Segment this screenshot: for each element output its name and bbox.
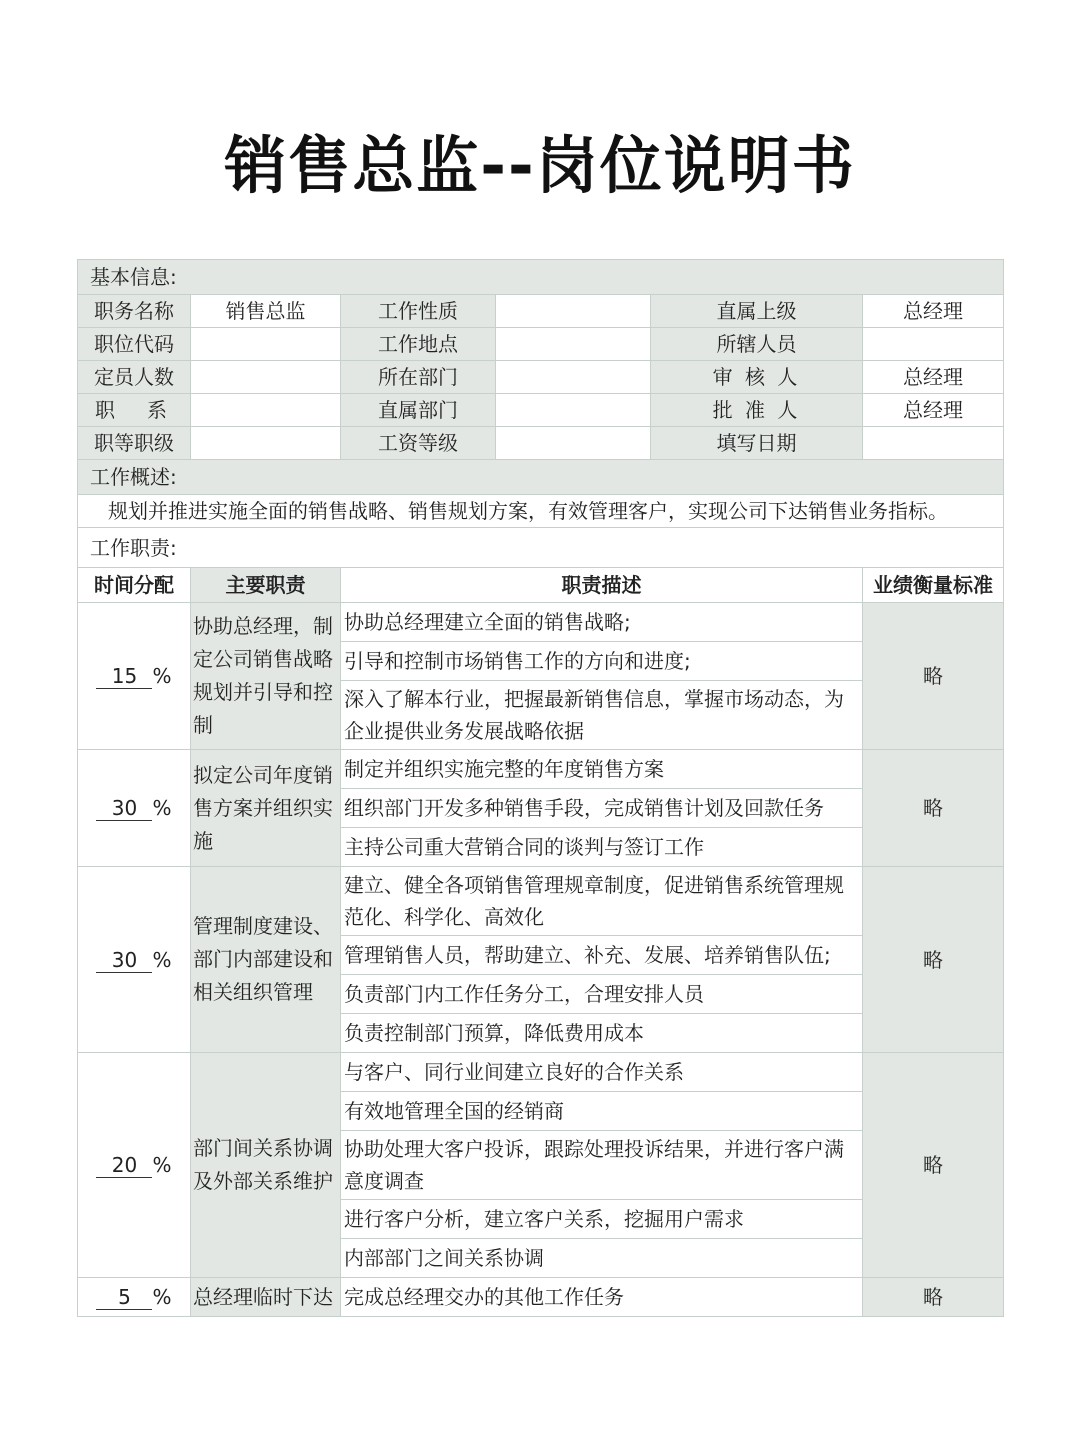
duty-description: 负责控制部门预算，降低费用成本 [341, 1014, 863, 1053]
main-duty: 协助总经理，制定公司销售战略规划并引导和控制 [191, 603, 341, 750]
duty-description: 有效地管理全国的经销商 [341, 1092, 863, 1131]
duty-description: 内部部门之间关系协调 [341, 1239, 863, 1278]
basic-info-row [78, 394, 1004, 427]
main-duty: 拟定公司年度销售方案并组织实施 [191, 750, 341, 867]
field-label: 直属部门 [341, 394, 496, 427]
field-value [496, 361, 651, 394]
field-label: 职 系 [78, 394, 191, 427]
duties-label: 工作职责: [78, 528, 1004, 568]
column-header: 时间分配 [78, 568, 191, 603]
duties-header-row [78, 568, 1004, 603]
basic-info-row [78, 328, 1004, 361]
field-label: 工作地点 [341, 328, 496, 361]
performance-standard: 略 [863, 603, 1004, 750]
basic-info-row [78, 361, 1004, 394]
basic-info-section-row [78, 260, 1004, 295]
main-duty: 总经理临时下达 [191, 1278, 341, 1317]
table-body [78, 260, 1004, 1317]
field-label: 审 核 人 [651, 361, 863, 394]
percent-sign: % [152, 1285, 172, 1309]
duty-row [78, 750, 1004, 789]
duty-row [78, 1053, 1004, 1092]
column-header: 主要职责 [191, 568, 341, 603]
performance-standard: 略 [863, 867, 1004, 1053]
basic-info-row [78, 295, 1004, 328]
duty-description: 管理销售人员，帮助建立、补充、发展、培养销售队伍; [341, 936, 863, 975]
duty-description: 引导和控制市场销售工作的方向和进度; [341, 642, 863, 681]
summary-section-row [78, 460, 1004, 495]
field-label: 工资等级 [341, 427, 496, 460]
field-value: 总经理 [863, 394, 1004, 427]
percent-sign: % [152, 1153, 172, 1177]
field-value: 总经理 [863, 295, 1004, 328]
performance-standard: 略 [863, 750, 1004, 867]
field-value [863, 427, 1004, 460]
field-value [496, 295, 651, 328]
field-value [496, 328, 651, 361]
duties-section-row [78, 528, 1004, 568]
time-allocation [78, 603, 191, 750]
time-allocation-value: 5 [96, 1285, 152, 1310]
time-allocation [78, 1053, 191, 1278]
summary-label: 工作概述: [78, 460, 1004, 495]
time-allocation-value: 20 [96, 1153, 152, 1178]
field-label: 填写日期 [651, 427, 863, 460]
field-value [191, 328, 341, 361]
basic-info-row [78, 427, 1004, 460]
field-value [191, 427, 341, 460]
duty-description: 负责部门内工作任务分工，合理安排人员 [341, 975, 863, 1014]
job-description-table [77, 259, 1004, 1317]
field-label: 直属上级 [651, 295, 863, 328]
time-allocation [78, 867, 191, 1053]
field-value: 总经理 [863, 361, 1004, 394]
basic-info-label: 基本信息: [78, 260, 1004, 295]
field-value [191, 361, 341, 394]
duty-description: 协助总经理建立全面的销售战略; [341, 603, 863, 642]
percent-sign: % [152, 947, 172, 972]
field-value [191, 394, 341, 427]
duty-description: 制定并组织实施完整的年度销售方案 [341, 750, 863, 789]
summary-text: 规划并推进实施全面的销售战略、销售规划方案，有效管理客户，实现公司下达销售业务指标。 [78, 495, 1004, 528]
time-allocation-value: 30 [96, 796, 152, 821]
field-label: 所在部门 [341, 361, 496, 394]
field-value [863, 328, 1004, 361]
time-allocation-value: 15 [96, 664, 152, 689]
duty-description: 进行客户分析，建立客户关系，挖掘用户需求 [341, 1200, 863, 1239]
duty-description: 主持公司重大营销合同的谈判与签订工作 [341, 828, 863, 867]
performance-standard: 略 [863, 1278, 1004, 1317]
column-header: 业绩衡量标准 [863, 568, 1004, 603]
duty-description: 深入了解本行业，把握最新销售信息，掌握市场动态，为企业提供业务发展战略依据 [341, 681, 863, 750]
performance-standard: 略 [863, 1053, 1004, 1278]
field-value [496, 394, 651, 427]
page-title: 销售总监--岗位说明书 [224, 129, 856, 202]
time-allocation-value: 30 [96, 948, 152, 973]
time-allocation [78, 1278, 191, 1317]
field-label: 工作性质 [341, 295, 496, 328]
duty-description: 与客户、同行业间建立良好的合作关系 [341, 1053, 863, 1092]
field-label: 批 准 人 [651, 394, 863, 427]
percent-sign: % [152, 796, 172, 820]
field-label: 职等职级 [78, 427, 191, 460]
duty-row [78, 603, 1004, 642]
field-label: 职位代码 [78, 328, 191, 361]
main-duty: 管理制度建设、部门内部建设和相关组织管理 [191, 867, 341, 1053]
field-label: 所辖人员 [651, 328, 863, 361]
time-allocation [78, 750, 191, 867]
summary-text-row [78, 495, 1004, 528]
field-label: 职务名称 [78, 295, 191, 328]
duty-row [78, 1278, 1004, 1317]
duty-description: 组织部门开发多种销售手段，完成销售计划及回款任务 [341, 789, 863, 828]
duty-description: 完成总经理交办的其他工作任务 [341, 1278, 863, 1317]
column-header: 职责描述 [341, 568, 863, 603]
field-value [496, 427, 651, 460]
duty-description: 建立、健全各项销售管理规章制度，促进销售系统管理规范化、科学化、高效化 [341, 867, 863, 936]
main-duty: 部门间关系协调及外部关系维护 [191, 1053, 341, 1278]
field-value: 销售总监 [191, 295, 341, 328]
percent-sign: % [152, 664, 172, 688]
duty-row [78, 867, 1004, 936]
field-label: 定员人数 [78, 361, 191, 394]
duty-description: 协助处理大客户投诉，跟踪处理投诉结果，并进行客户满意度调查 [341, 1131, 863, 1200]
